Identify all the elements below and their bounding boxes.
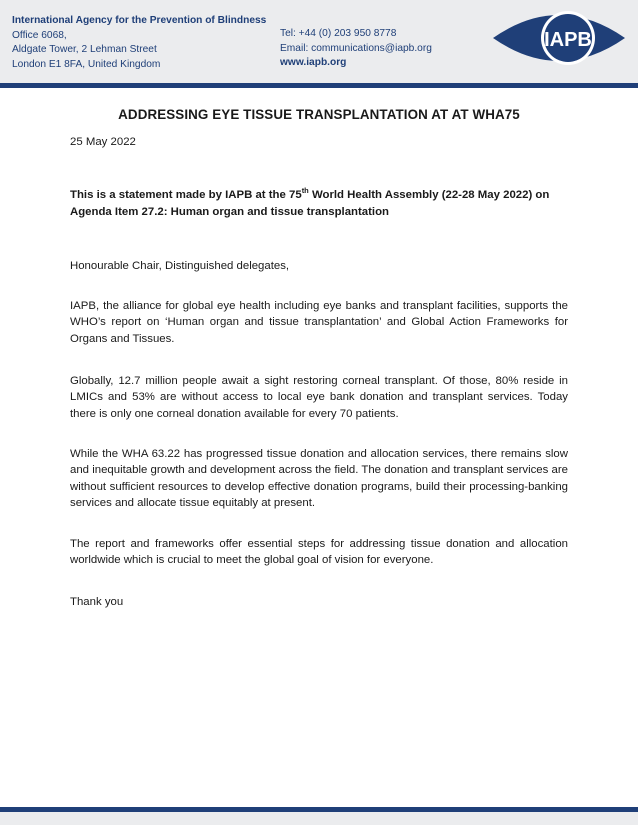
closing-paragraph: Thank you — [70, 596, 124, 608]
body-paragraph: While the WHA 63.22 has progressed tissue donation and allocation services, there remains slow and inequitable growth and development across the field. The donation and transplant services are without sufficient resources to develop effective donation programs, build their processing-banking services and allocate tissue equitably at present. — [70, 448, 568, 509]
contact-tel: Tel: +44 (0) 203 950 8778 — [280, 28, 397, 39]
org-name: International Agency for the Prevention of Blindness — [12, 15, 267, 26]
statement-text-part2: World Health Assembly (22-28 May 2022) on Agenda Item 27.2: Human organ and tissue transplantation — [70, 189, 550, 218]
body-paragraph: IAPB, the alliance for global eye health including eye banks and transplant facilities, supports the WHO’s report on ‘Human organ and tissue transplantation’ and Global Action Frameworks for Organs and Tissues. — [70, 300, 568, 345]
footer-band — [0, 812, 638, 825]
salutation-paragraph: Honourable Chair, Distinguished delegates, — [70, 260, 290, 272]
statement-intro — [70, 187, 568, 221]
contact-block — [280, 27, 432, 71]
header-divider — [0, 83, 638, 88]
contact-email: Email: communications@iapb.org — [280, 42, 432, 54]
contact-website: www.iapb.org — [280, 57, 347, 68]
address-line: Office 6068, — [12, 29, 67, 41]
document-date: 25 May 2022 — [70, 136, 136, 148]
address-line: London E1 8FA, United Kingdom — [12, 58, 161, 70]
statement-text-part1: This is a statement made by IAPB at the 75 — [70, 189, 302, 201]
org-address-block — [12, 14, 266, 72]
address-line: Aldgate Tower, 2 Lehman Street — [12, 44, 157, 55]
iapb-logo — [491, 6, 627, 70]
logo-text: IAPB — [544, 29, 592, 51]
letterhead — [0, 0, 638, 84]
body-paragraph: The report and frameworks offer essential steps for addressing tissue donation and allocation worldwide which is crucial to meet the global goal of vision for everyone. — [70, 538, 568, 567]
document-title: ADDRESSING EYE TISSUE TRANSPLANTATION AT AT WHA75 — [118, 107, 520, 122]
body-paragraph: Globally, 12.7 million people await a sight restoring corneal transplant. Of those, 80% reside in LMICs and 53% are without access to local eye bank donation and transplant services. Today there is only one corneal donation available for every 70 patients. — [70, 375, 568, 420]
statement-superscript: th — [301, 186, 309, 196]
